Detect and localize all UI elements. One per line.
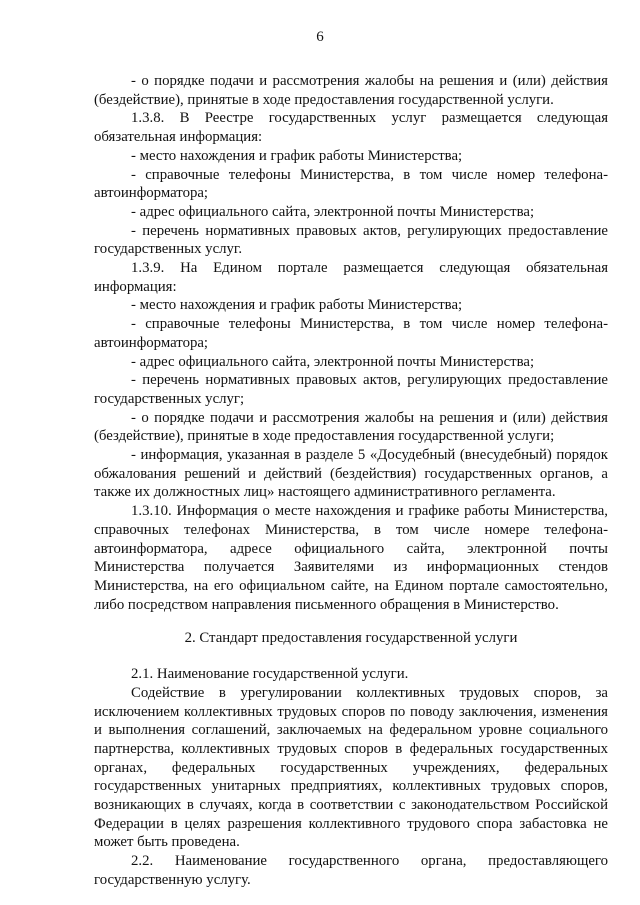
list-item: - справочные телефоны Министерства, в том числе номер телефона-автоинформатора; bbox=[94, 166, 608, 202]
list-item: - о порядке подачи и рассмотрения жалобы на решения и (или) действия (бездействие), принятые в ходе предоставления государственной услуги; bbox=[94, 409, 608, 445]
service-name-paragraph: Содействие в урегулировании коллективных трудовых споров, за исключением коллективных трудовых споров по поводу заключения, изменения и выполнения соглашений, заключаемых на федеральном уровне социального партнерства, коллективных трудовых споров в федеральных государственных органах, федеральных государственных учреждениях, федеральных государственных унитарных предприятиях, коллективных трудовых споров, возникающих в случаях, когда в соответствии с законодательством Российской Федерации в целях разрешения коллективного трудового спора забастовка не может быть проведена. bbox=[94, 684, 608, 851]
list-item: - перечень нормативных правовых актов, регулирующих предоставление государственных услуг. bbox=[94, 222, 608, 258]
spacer bbox=[94, 614, 608, 629]
section-heading: 2. Стандарт предоставления государственной услуги bbox=[184, 630, 518, 647]
spacer bbox=[94, 648, 608, 665]
list-item: - информация, указанная в разделе 5 «Досудебный (внесудебный) порядок обжалования решений и действий (бездействия) государственных органов, а также их должностных лиц» настоящего административного регламента. bbox=[94, 447, 608, 501]
list-item: - справочные телефоны Министерства, в том числе номер телефона-автоинформатора; bbox=[94, 316, 608, 351]
list-item: - адрес официального сайта, электронной почты Министерства; bbox=[131, 203, 535, 220]
page-number: 6 bbox=[316, 29, 324, 45]
list-item: - место нахождения и график работы Министерства; bbox=[131, 147, 463, 164]
document-body bbox=[94, 72, 608, 890]
list-item: - перечень нормативных правовых актов, регулирующих предоставление государственных услуг; bbox=[94, 372, 608, 407]
clause-1-3-10: 1.3.10. Информация о месте нахождения и графике работы Министерства, справочных телефонах Министерства, в том числе номере телефона-автоинформатора, адресе официального сайта, электронной почты Министерства получается Заявителями из информационных стендов Министерства, на его официальном сайте, на Едином портале самостоятельно, либо посредством направления письменного обращения в Министерство. bbox=[94, 503, 608, 613]
list-item: - о порядке подачи и рассмотрения жалобы на решения и (или) действия (бездействие), принятые в ходе предоставления государственной услуги. bbox=[94, 73, 608, 108]
list-item: - место нахождения и график работы Министерства; bbox=[131, 297, 463, 314]
clause-2-1: 2.1. Наименование государственной услуги. bbox=[131, 666, 409, 683]
list-item: - адрес официального сайта, электронной почты Министерства; bbox=[131, 353, 535, 370]
clause-1-3-8: 1.3.8. В Реестре государственных услуг размещается следующая обязательная информация: bbox=[94, 110, 608, 146]
clause-2-2: 2.2. Наименование государственного органа, предоставляющего государственную услугу. bbox=[94, 853, 608, 888]
clause-1-3-9: 1.3.9. На Едином портале размещается следующая обязательная информация: bbox=[94, 260, 608, 295]
